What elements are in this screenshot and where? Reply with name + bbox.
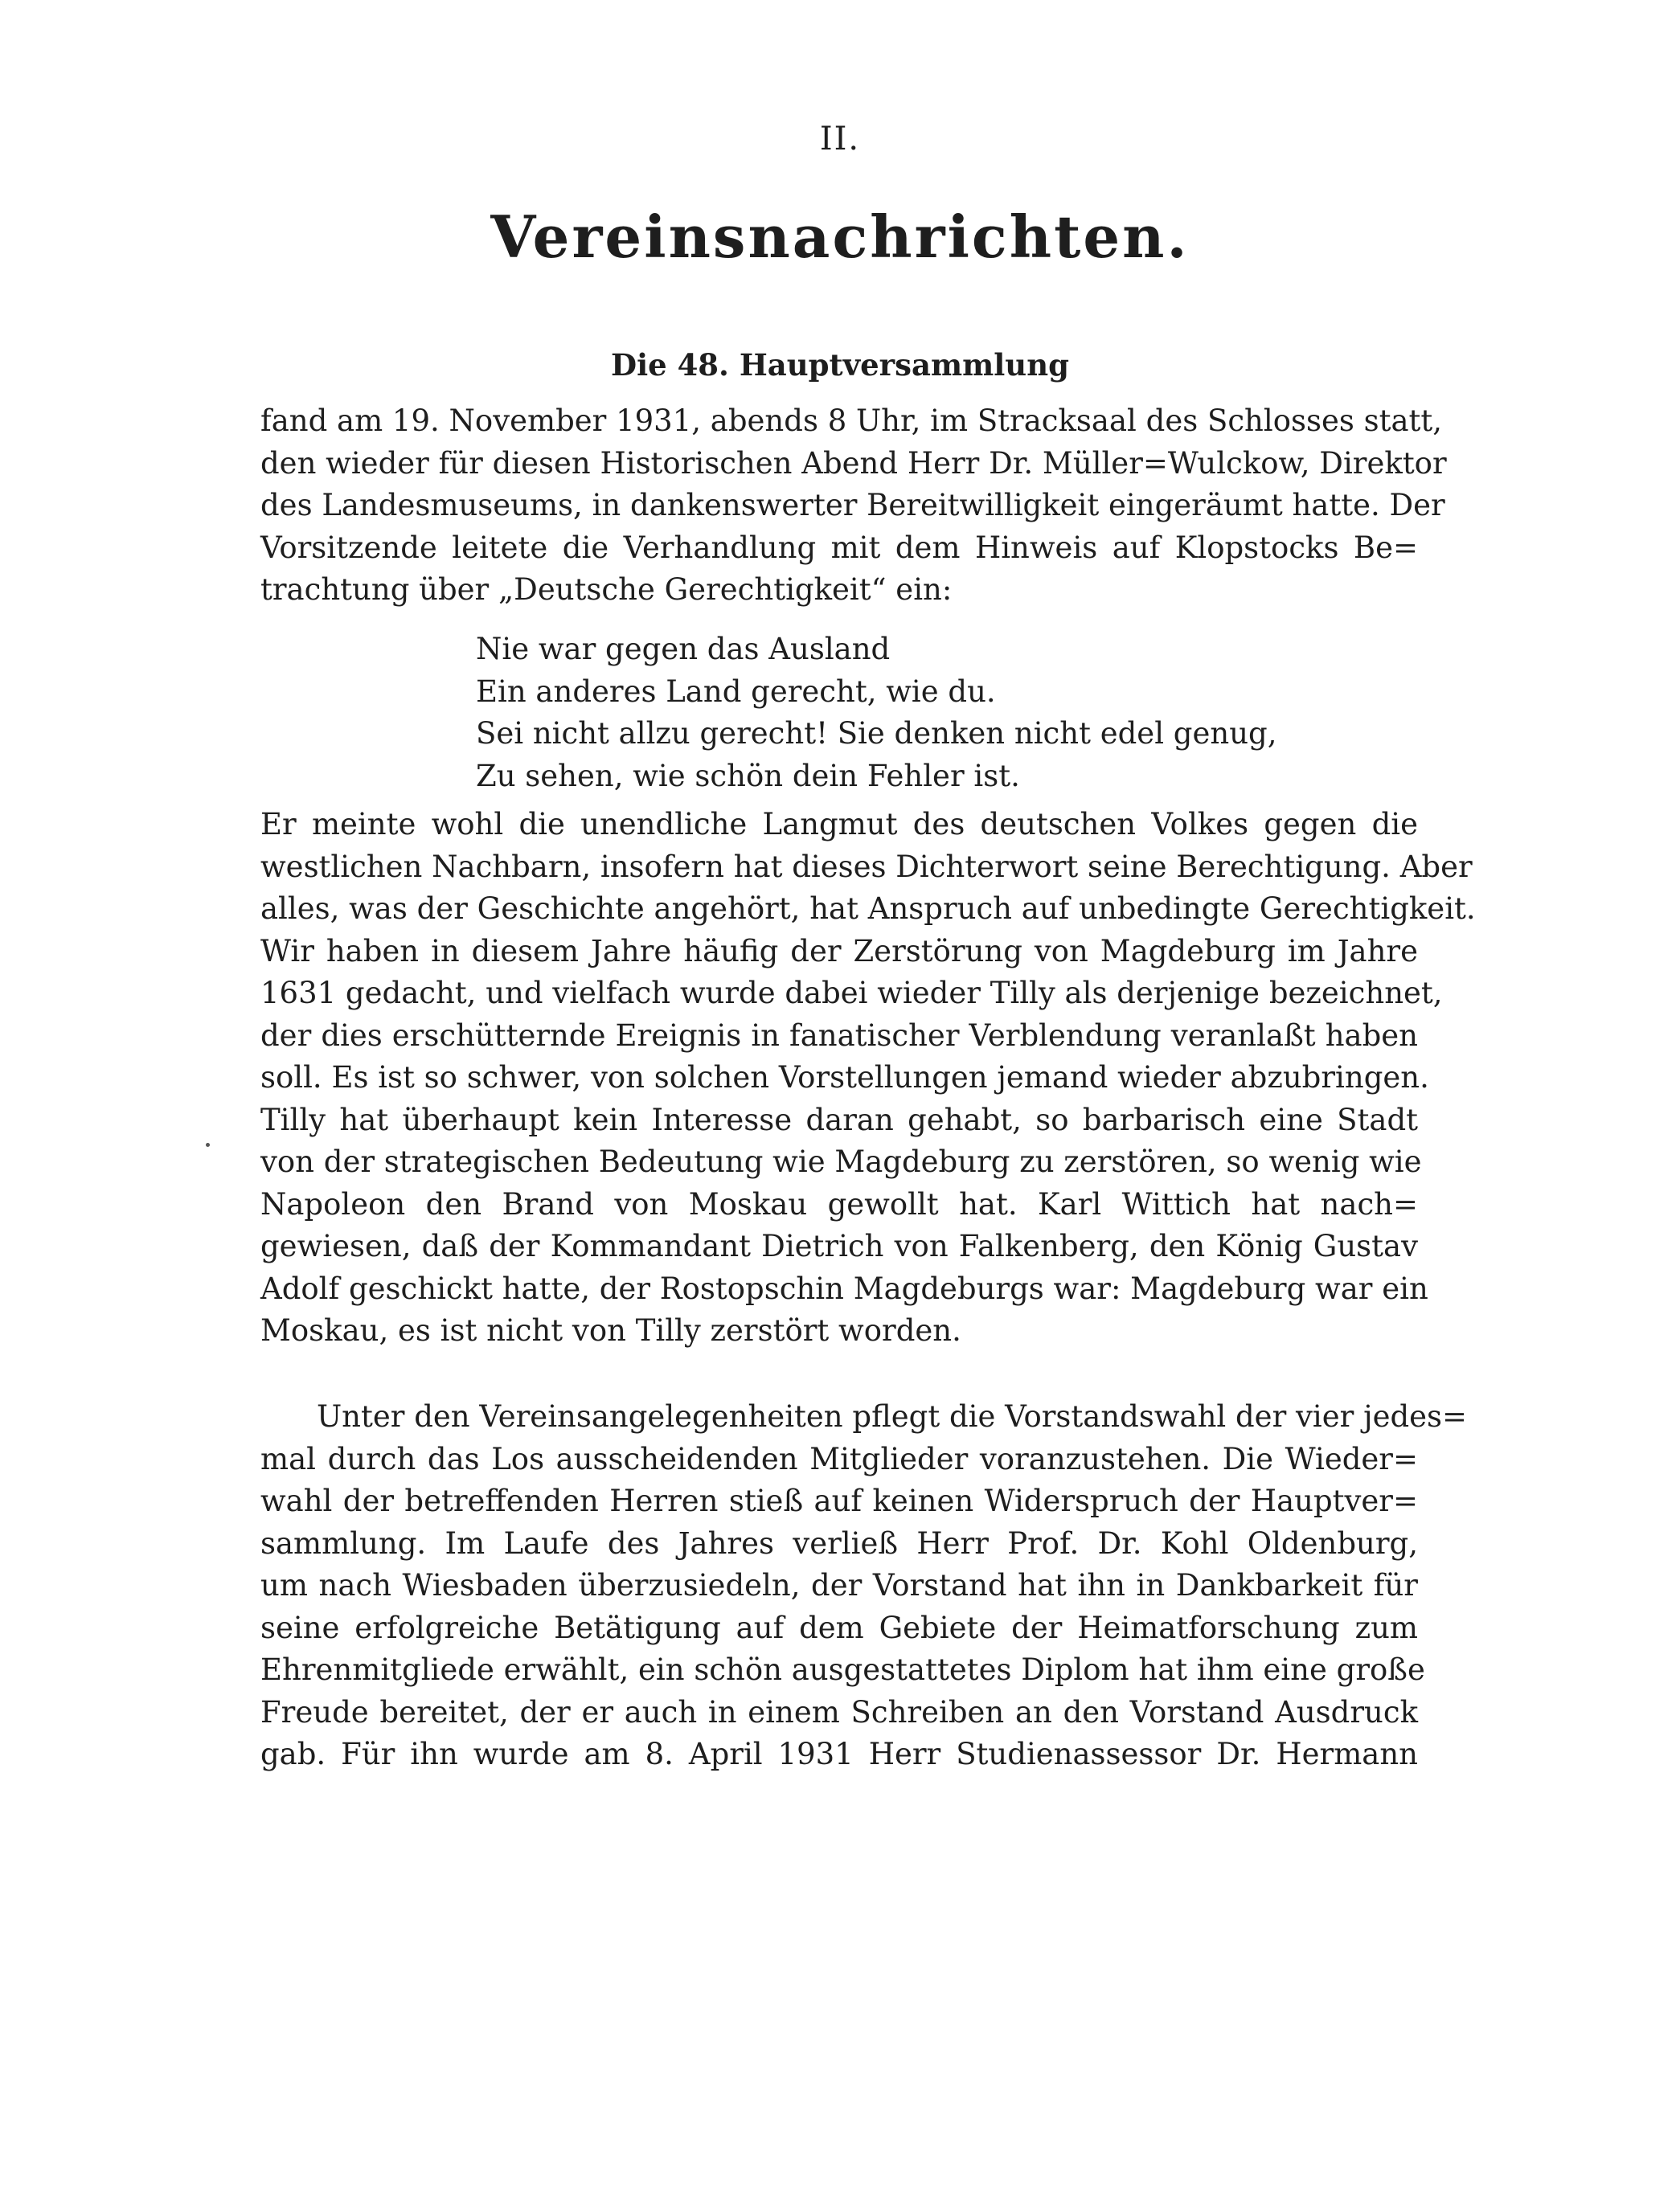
poem-line: Zu sehen, wie schön dein Fehler ist. [476,758,1020,793]
text-line: sammlung. Im Laufe des Jahres verließ Herr Prof. Dr. Kohl Oldenburg, [260,1525,1418,1561]
paragraph-meeting-intro [260,400,1447,612]
paragraph-magdeburg [260,804,1476,1353]
text-line: westlichen Nachbarn, insofern hat dieses Dichterwort seine Berechtigung. Aber [260,849,1473,884]
poem-line: Ein anderes Land gerecht, wie du. [476,674,996,709]
text-line: von der strategischen Bedeutung wie Magdeburg zu zerstören, so wenig wie [260,1144,1422,1179]
text-line: Vorsitzende leitete die Verhandlung mit dem Hinweis auf Klopstocks Be= [260,530,1418,565]
text-line: den wieder für diesen Historischen Abend Herr Dr. Müller=Wulckow, Direktor [260,445,1447,481]
text-line: gewiesen, daß der Kommandant Dietrich von Falkenberg, den König Gustav [260,1229,1418,1263]
text-line: Moskau, es ist nicht von Tilly zerstört worden. [260,1313,961,1348]
text-line: 1631 gedacht, und vielfach wurde dabei wieder Tilly als derjenige bezeichnet, [260,976,1443,1010]
print-speck [206,1143,210,1147]
text-line: mal durch das Los ausscheidenden Mitglieder voranzustehen. Die Wieder= [260,1441,1418,1476]
text-line: fand am 19. November 1931, abends 8 Uhr, im Stracksaal des Schlosses statt, [260,403,1443,438]
poem-line: Sei nicht allzu gerecht! Sie denken nicht edel genug, [476,716,1277,751]
text-line: Ehrenmitgliede erwählt, ein schön ausgestattetes Diplom hat ihm eine große [260,1652,1425,1687]
text-line: soll. Es ist so schwer, von solchen Vorstellungen jemand wieder abzubringen. [260,1060,1429,1095]
text-line: um nach Wiesbaden überzusiedeln, der Vorstand hat ihn in Dankbarkeit für [260,1568,1418,1603]
text-line: der dies erschütternde Ereignis in fanatischer Verblendung veranlaßt haben [260,1017,1418,1053]
text-line: des Landesmuseums, in dankenswerter Bereitwilligkeit eingeräumt hatte. Der [260,488,1445,522]
text-line: wahl der betreffenden Herren stieß auf keinen Widerspruch der Hauptver= [260,1484,1418,1518]
text-line: seine erfolgreiche Betätigung auf dem Gebiete der Heimatforschung zum [260,1610,1418,1645]
poem-quote [476,628,1276,797]
page-title: Vereinsnachrichten. [490,203,1190,271]
paragraph-association-affairs [260,1396,1468,1776]
text-line: Freude bereitet, der er auch in einem Schreiben an den Vorstand Ausdruck [260,1694,1418,1730]
text-line: Er meinte wohl die unendliche Langmut des deutschen Volkes gegen die [260,807,1418,841]
poem-line: Nie war gegen das Ausland [476,632,891,666]
text-line: trachtung über „Deutsche Gerechtigkeit“ ein: [260,572,953,607]
text-line: Napoleon den Brand von Moskau gewollt hat. Karl Wittich hat nach= [260,1186,1418,1222]
text-line: Wir haben in diesem Jahre häufig der Zerstörung von Magdeburg im Jahre [260,933,1418,968]
section-number: II. [819,121,861,158]
text-line: Unter den Vereinsangelegenheiten pflegt die Vorstandswahl der vier jedes= [317,1399,1468,1434]
text-line: alles, was der Geschichte angehört, hat Anspruch auf unbedingte Gerechtigkeit. [260,891,1476,926]
text-line: Adolf geschickt hatte, der Rostopschin Magdeburgs war: Magdeburg war ein [260,1271,1428,1306]
text-line: gab. Für ihn wurde am 8. April 1931 Herr Studienassessor Dr. Hermann [260,1737,1418,1771]
text-line: Tilly hat überhaupt kein Interesse daran gehabt, so barbarisch eine Stadt [260,1102,1418,1137]
section-heading: Die 48. Hauptversammlung [611,347,1069,383]
